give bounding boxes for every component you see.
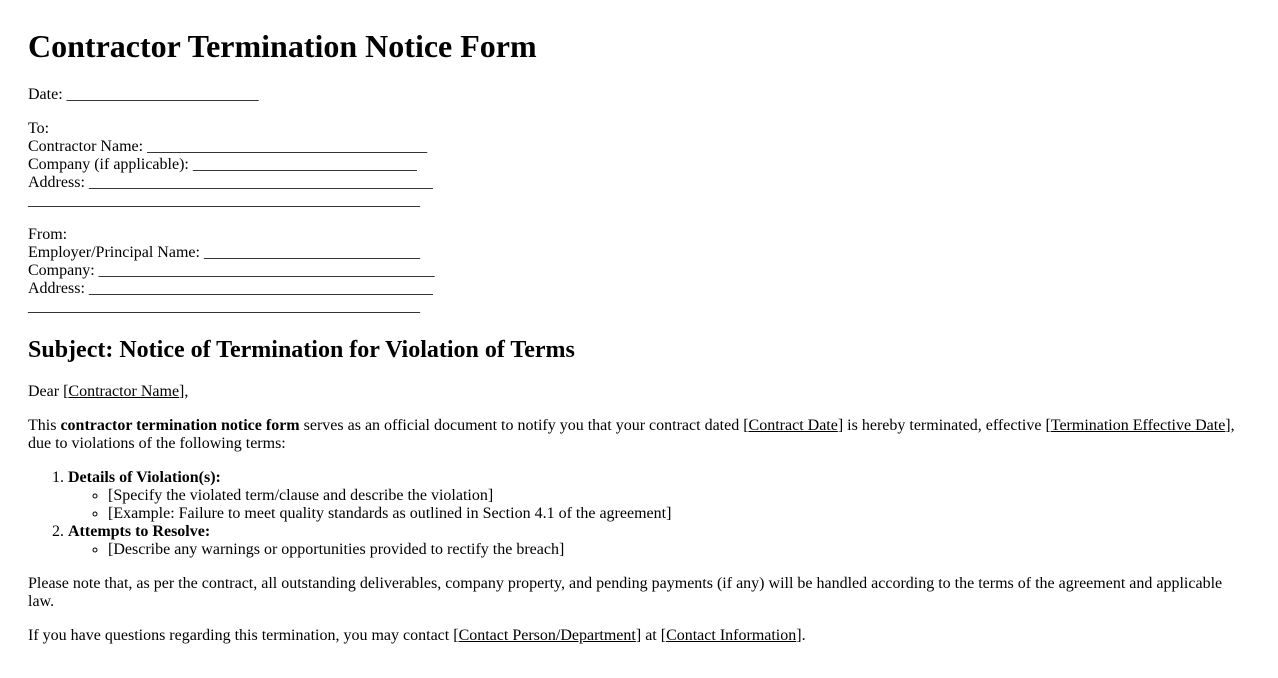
- term-heading: Details of Violation(s):: [68, 469, 221, 486]
- contractor-address-blank[interactable]: ___________________________________________: [88, 174, 433, 191]
- employer-address-blank[interactable]: ___________________________________________: [88, 280, 433, 297]
- employer-address-line-2[interactable]: _________________________________________________: [28, 298, 420, 315]
- field-label: Company (if applicable):: [28, 156, 189, 173]
- term-subitem: ◦ [Example: Failure to meet quality standards as outlined in Section 4.1 of the agreement]: [108, 505, 1250, 523]
- contractor-address-line-2[interactable]: _________________________________________________: [28, 192, 420, 209]
- subject-heading: Subject: Notice of Termination for Violation of Terms: [28, 337, 575, 363]
- to-company-field: [28, 156, 1250, 174]
- term-item: [68, 523, 1250, 559]
- term-heading: Attempts to Resolve:: [68, 523, 211, 540]
- field-label: Address:: [28, 280, 85, 297]
- date-field: [28, 86, 1250, 104]
- contact-info-placeholder: Contact Information: [666, 627, 797, 644]
- contractor-name-placeholder: Contractor Name: [68, 383, 180, 400]
- to-section: [28, 120, 1250, 210]
- field-label: Address:: [28, 174, 85, 191]
- intro-text: This: [28, 417, 61, 434]
- document-page: [0, 28, 1278, 645]
- to-address-field: [28, 174, 1250, 192]
- intro-bold-text: contractor termination notice form: [60, 417, 300, 434]
- intro-text: ], due to violations of the following terms:: [28, 417, 1235, 452]
- from-section: [28, 226, 1250, 316]
- term-sublist: [68, 487, 1250, 523]
- salutation-prefix: Dear [: [28, 383, 69, 400]
- to-contractor-name-field: [28, 138, 1250, 156]
- from-address-field: [28, 280, 1250, 298]
- intro-text: ] is hereby terminated, effective [: [837, 417, 1051, 434]
- term-sublist: [68, 541, 1250, 559]
- employer-name-blank[interactable]: ___________________________: [203, 244, 420, 261]
- from-company-field: [28, 262, 1250, 280]
- terms-list: [28, 469, 1250, 559]
- intro-text: serves as an official document to notify you that your contract dated [: [299, 417, 749, 434]
- contractor-name-blank[interactable]: ___________________________________: [147, 138, 428, 155]
- contact-text: ].: [796, 627, 806, 644]
- date-label: Date:: [28, 86, 63, 103]
- intro-paragraph: [28, 417, 1250, 453]
- contact-paragraph: [28, 627, 1250, 645]
- employer-company-blank[interactable]: __________________________________________: [98, 262, 435, 279]
- contact-text: ] at [: [635, 627, 667, 644]
- salutation-suffix: ],: [179, 383, 189, 400]
- date-blank[interactable]: ________________________: [66, 86, 259, 103]
- contract-date-placeholder: Contract Date: [748, 417, 838, 434]
- termination-date-placeholder: Termination Effective Date: [1050, 417, 1226, 434]
- field-label: Contractor Name:: [28, 138, 144, 155]
- field-label: Company:: [28, 262, 95, 279]
- to-heading: To:: [28, 120, 50, 137]
- from-employer-name-field: [28, 244, 1250, 262]
- field-label: Employer/Principal Name:: [28, 244, 200, 261]
- page-title: Contractor Termination Notice Form: [28, 28, 537, 64]
- salutation: [28, 383, 1250, 401]
- note-paragraph: Please note that, as per the contract, all outstanding deliverables, company property, and pending payments (if any) will be handled according to the terms of the agreement and applicable law.: [28, 575, 1223, 610]
- term-subitem: ◦ [Describe any warnings or opportunities provided to rectify the breach]: [108, 541, 1250, 559]
- term-subitem: ◦ [Specify the violated term/clause and describe the violation]: [108, 487, 1250, 505]
- contact-text: If you have questions regarding this termination, you may contact [: [28, 627, 459, 644]
- term-item: [68, 469, 1250, 523]
- contractor-company-blank[interactable]: ____________________________: [192, 156, 417, 173]
- from-heading: From:: [28, 226, 68, 243]
- contact-person-placeholder: Contact Person/Department: [458, 627, 636, 644]
